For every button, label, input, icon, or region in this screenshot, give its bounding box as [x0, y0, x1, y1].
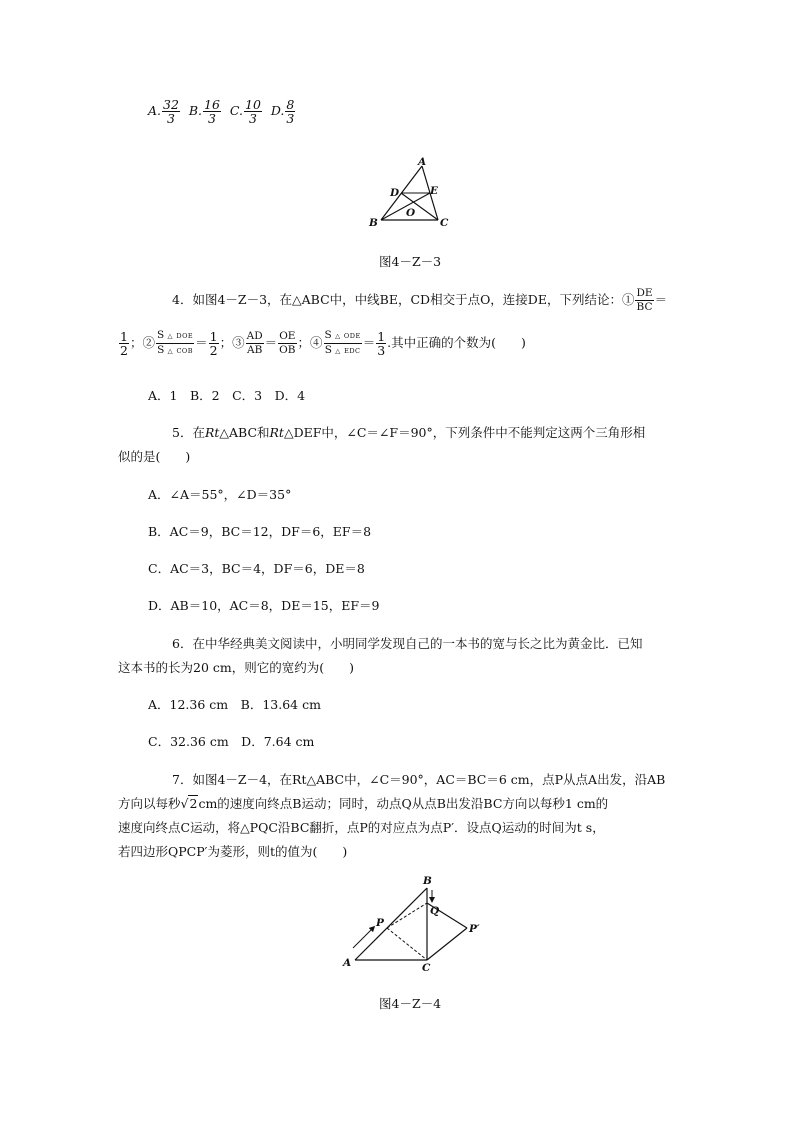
q4-eq-4: ＝	[362, 335, 376, 350]
fig3-label-e: E	[430, 185, 439, 197]
q4-line-2	[118, 329, 526, 358]
q7-line-1: 7．如图4－Z－4，在Rt△ABC中，∠C＝90°，AC＝BC＝6 cm，点P从点A出发，沿AB	[172, 772, 666, 787]
q3-option-b-value: $\frac{16}{3}$	[204, 97, 220, 126]
q4-line-1	[172, 287, 667, 314]
q6-options-ab: A．12.36 cm B．13.64 cm	[148, 697, 321, 712]
q5-option-c: C．AC＝3，BC＝4，DF＝6，DE＝8	[148, 561, 365, 576]
q6-line-1: 6．在中华经典美文阅读中，小明同学发现自己的一本书的宽与长之比为黄金比．已知	[172, 636, 643, 651]
fig4-side-ab	[355, 888, 427, 960]
figure-4-z-3	[360, 150, 460, 235]
fig3-label-c: C	[440, 217, 449, 229]
q3-option-d-value: $\frac{8}{3}$	[286, 97, 295, 126]
q4-sep-1: ；②	[129, 335, 155, 350]
fig3-label-d: D	[390, 187, 400, 199]
figure-4-z-4	[335, 870, 490, 980]
q3-options	[148, 98, 296, 125]
q4-tail: .其中正确的个数为( )	[387, 335, 526, 350]
q4-sep-3: ；④	[297, 335, 323, 350]
q3-option-a-value: $\frac{32}{3}$	[163, 97, 179, 126]
q4-third: $\frac{1}{3}$	[377, 329, 386, 358]
q7-line-3: 速度向终点C运动，将△PQC沿BC翻折，点P的对应点为点P′．设点Q运动的时间为t s，	[118, 820, 605, 835]
q3-option-d-label: D.	[270, 103, 285, 118]
q4-eq-1: ＝	[654, 292, 668, 307]
q5-option-b: B．AC＝9，BC＝12，DF＝6，EF＝8	[148, 524, 372, 539]
q5-option-d: D．AB＝10，AC＝8，DE＝15，EF＝9	[148, 598, 380, 613]
q4-ratio-oe-ob: $\frac{OE}{OB}$	[279, 330, 296, 356]
figure-4-z-4-caption: 图4－Z－4	[379, 996, 442, 1011]
q5-line-1: 5．在Rt△ABC和Rt△DEF中，∠C＝∠F＝90°，下列条件中不能判定这两个三角形相	[172, 425, 646, 440]
q4-area-ratio-4: $\frac{\text{S △ ODE}}{\text{S △ EDC}}$	[324, 329, 361, 356]
q5-line-2: 似的是( )	[118, 449, 191, 464]
q4-area-ratio-2: $\frac{\text{S △ DOE}}{\text{S △ COB}}$	[156, 329, 194, 356]
fig4-segment-pc	[387, 928, 427, 960]
q5-option-a: A．∠A＝55°，∠D＝35°	[148, 487, 292, 502]
fig4-label-b: B	[423, 875, 432, 887]
fig4-segment-p-prime-c	[427, 928, 467, 960]
q3-option-b-label: B.	[188, 103, 203, 118]
q7-line-2: 方向以每秒√2cm的速度向终点B运动；同时，动点Q从点B出发沿BC方向以每秒1 cm的	[118, 796, 609, 811]
fig4-segment-pq	[387, 903, 427, 928]
q7-line-4: 若四边形QPCP′为菱形，则t的值为( )	[118, 844, 348, 859]
fig4-label-p-prime: P′	[469, 923, 480, 935]
q4-eq-2: ＝	[195, 335, 208, 350]
figure-4-z-3-caption: 图4－Z－3	[379, 254, 442, 269]
fig3-label-a: A	[418, 156, 427, 168]
fig4-label-p: P	[376, 917, 384, 929]
q4-options: A．1 B．2 C．3 D．4	[148, 388, 306, 403]
fig3-label-b: B	[369, 217, 378, 229]
fig4-label-c: C	[422, 962, 431, 974]
q3-option-c-label: C.	[229, 103, 243, 118]
q4-sep-2: ；③	[219, 335, 245, 350]
q4-half-1: $\frac{1}{2}$	[120, 329, 128, 358]
q6-options-cd: C．32.36 cm D．7.64 cm	[148, 734, 315, 749]
q4-fraction-de-bc: $\frac{DE}{BC}$	[636, 287, 653, 313]
fig4-label-q: Q	[430, 905, 440, 917]
fig4-label-a: A	[343, 957, 352, 969]
fig3-label-o: O	[406, 207, 416, 219]
q7-sqrt-2: √2	[180, 796, 198, 811]
q6-line-2: 这本书的长为20 cm，则它的宽约为( )	[118, 660, 354, 675]
q3-option-a-label: A.	[148, 103, 162, 118]
q4-ratio-ad-ab: $\frac{AD}{AB}$	[246, 330, 263, 356]
q4-stem: 4．如图4－Z－3，在△ABC中，中线BE，CD相交于点O，连接DE，下列结论：①	[172, 292, 635, 307]
q3-option-c-value: $\frac{10}{3}$	[245, 97, 261, 126]
q4-half-2: $\frac{1}{2}$	[209, 329, 218, 358]
q4-eq-3: ＝	[264, 335, 278, 350]
